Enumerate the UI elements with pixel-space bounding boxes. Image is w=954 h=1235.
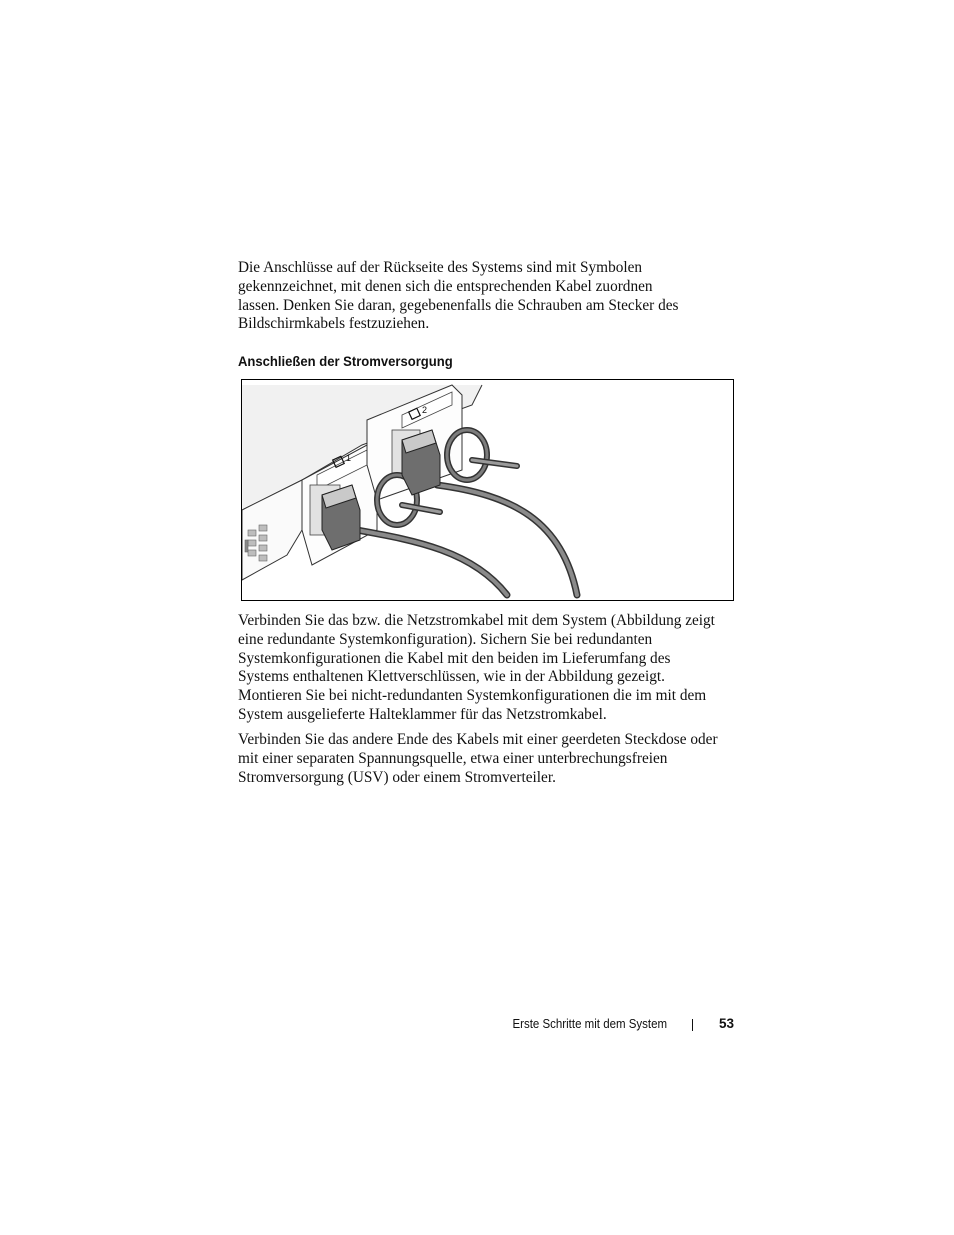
power-cable-illustration xyxy=(242,380,733,600)
section-heading: Anschließen der Stromversorgung xyxy=(238,354,453,370)
page-number: 53 xyxy=(718,1016,734,1031)
instruction-paragraph-2: Verbinden Sie das andere Ende des Kabels mit einer geerdeten Steckdose oder mit einer separaten Spannungsquelle, etwa einer unterbrechungsfreien Stromversorgung (USV) oder einem Stromverteiler. xyxy=(238,731,718,786)
psu-label-1: 1 xyxy=(346,453,352,463)
footer-separator xyxy=(692,1019,693,1031)
power-connection-figure xyxy=(241,379,734,601)
chapter-title: Erste Schritte mit dem System xyxy=(512,1017,667,1031)
power-cables xyxy=(357,485,577,595)
intro-paragraph: Die Anschlüsse auf der Rückseite des Systems sind mit Symbolen gekennzeichnet, mit denen sich die entsprechenden Kabel zuordnen lassen. Denken Sie daran, gegebenenfalls die Schrauben am Stecker des Bildschirmkabels festzuziehen. xyxy=(238,259,679,333)
psu-label-2: 2 xyxy=(422,405,428,415)
instruction-paragraph-1: Verbinden Sie das bzw. die Netzstromkabel mit dem System (Abbildung zeigt eine redundante Systemkonfiguration). Sichern Sie bei redundanten Systemkonfigurationen die Kabel mit den beiden im Lieferumfang des Systems enthaltenen Klettverschlüssen, wie in der Abbildung gezeigt. Montieren Sie bei nicht-redundanten Systemkonfigurationen die im mit dem System ausgelieferte Halteklammer für das Netzstromkabel. xyxy=(238,612,715,723)
power-plug-1 xyxy=(322,485,360,550)
power-plug-2 xyxy=(402,430,440,495)
page-footer xyxy=(440,1014,734,1036)
